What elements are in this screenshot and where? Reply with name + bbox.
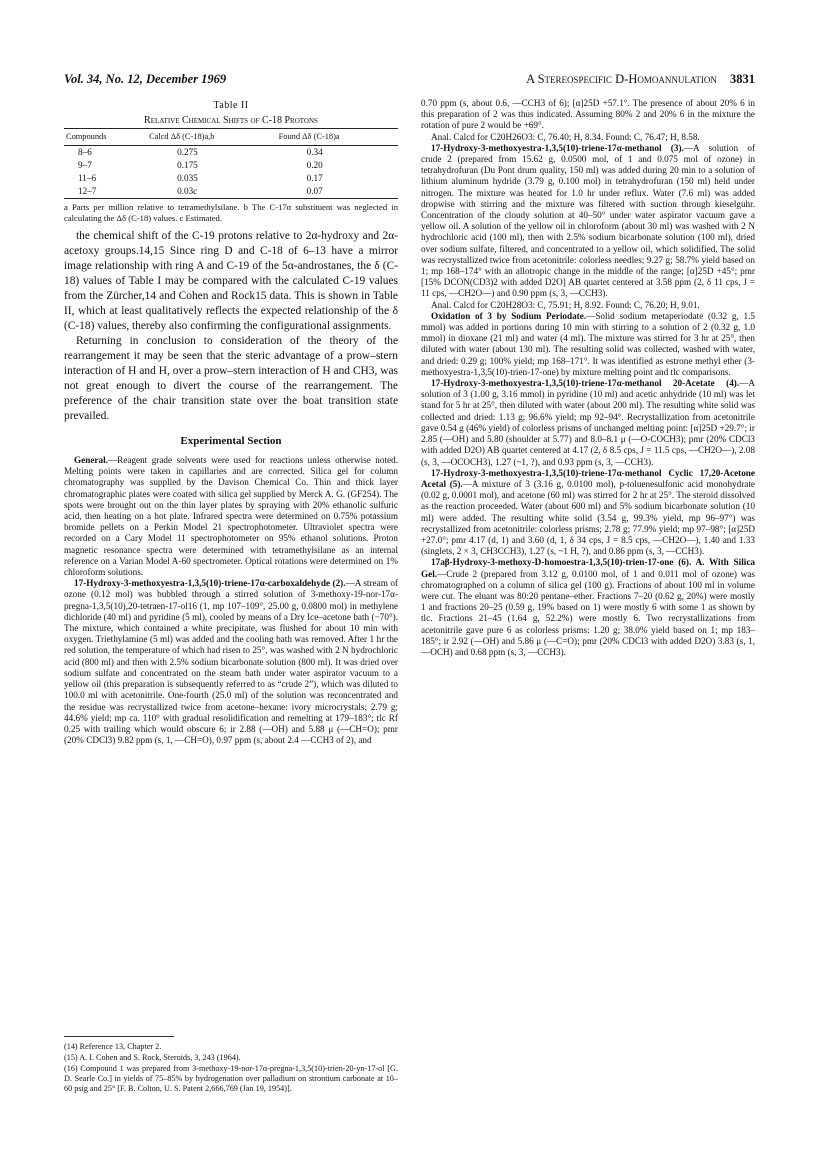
table-footnotes: a Parts per million relative to tetramethylsilane. b The C-17α substituent was neglected in calculating the Δδ (C-18) values. c Estimated. [64,202,398,223]
table-cell: 11–6 [78,173,97,184]
column-header: Calcd Δδ (C-18)a,b [147,129,277,145]
chemical-shift-table [64,128,398,199]
paragraph-heading: Oxidation of 3 by Sodium Periodate. [431,310,587,321]
paragraph-heading: 17-Hydroxy-3-methoxyestra-1,3,5(10)-triene-17α-methanol 20-Acetate (4). [431,378,740,389]
footnote: (15) A. I. Cohen and S. Rock, Steroids, 3, 243 (1964). [64,1053,241,1062]
paragraph-text: —A mixture of 3 (3.16 g, 0.0100 mol), p-toluenesulfonic acid monohydrate (0.02 g, 0.0001 mol), and acetone (60 ml) was stirred for 2 hr at 25°. The steroid dissolved as the reaction proceeded. Water (about 600 ml) and 5% sodium bicarbonate solution (10 ml) were added. The resulting white solid (3.54 g, 99.3% yield, mp 96–97°) was recrystallized from acetonitrile: colorless prisms; 2.78 g; 77.9% yield; mp 97–98°; [α]25D +27.0°; pmr 4.17 (d, 1) and 3.60 (d, 1, δ 34 cps, J = 8.5 cps, —CH2O—), 1.40 and 1.33 (singlets, 2 × 3, CH3CCH3), 1.27 (s, ~1 H, ?), and 0.86 ppm (s, 3, —CCH3). [421,478,755,557]
paragraph [421,378,755,468]
paragraph-heading: 17-Hydroxy-3-methoxyestra-1,3,5(10)-triene-17α-methanol (3). [431,142,684,153]
table-cell: 0.07 [277,185,398,199]
paragraph-text: —A solution of crude 2 (prepared from 15.62 g, 0.0500 mol, of 1 and 0.075 mol of ozone) in tetrahydrofuran (Du Pont drum quality, 150 ml) was added during 20 min to a solution of lithium aluminum hydride (3.79 g, 0.100 mol) in tetrahydrofuran (150 ml) held under nitrogen. The mixture was heated for 1.0 hr under reflux. Water (7.6 ml) was added dropwise with stirring and the mixture was filtered with suction through kieselguhr. Concentration of the cloudy solution at 40–50° under water aspirator vacuum gave a yellow oil. A solution of the yellow oil in chloroform (about 30 ml) was washed with 2 N hydrochloric acid (100 ml), then with 2.5% sodium bicarbonate solution (100 ml), dried over sodium sulfate, filtered, and concentrated to a yellow oil, which solidified. The solid was recrystallized twice from acetonitrile: colorless needles; 9.27 g; 58.7% yield based on 1; mp 168–174° with an allotropic change in the middle of the range; [α]25D +45°; pmr [15% DCON(CD3)2 with added D2O] AB quartet centered at 3.58 ppm (2, δ 11 cps, J = 11 cps, —CH2O—) and 0.90 ppm (s, 3, —CCH3). [421,142,755,299]
running-title [526,72,755,87]
paragraph: Anal. Calcd for C20H26O3: C, 76.40; H, 8.34. Found: C, 76.47; H, 8.58. [431,131,700,142]
paragraph [421,557,755,658]
table-cell: 0.035 [177,173,198,184]
page-number: 3831 [730,72,755,86]
table-cell: 0.275 [177,146,198,157]
table-cell: 8–6 [78,146,92,157]
paragraph [421,143,755,300]
table-caption: Relative Chemical Shifts of C-18 Protons [144,115,318,127]
paragraph-heading: 17-Hydroxy-3-methoxyestra-1,3,5(10)-triene-17α-methanol Cyclic 17,20-Acetone Acetal (5). [421,467,755,489]
paragraph: the chemical shift of the C-19 protons relative to 2α-hydroxy and 2α-acetoxy groups.14,15 Since ring D and C-18 of 6–13 have a mirror image relationship with ring A and C-19 of the 5α-androstanes, the δ (C-18) values of Table I may be compared with the calculated C-19 values from the Zürcher,14 and Cohen and Rock15 data. This is shown in Table II, which at least qualitatively reflects the expected relationship of the δ (C-18) values, thereby also confirming the configurational assignments. [64,229,398,332]
paragraph-text: —Crude 2 (prepared from 3.12 g, 0.0100 mol, of 1 and 0.011 mol of ozone) was chromatographed on a column of silica gel (100 g). Fractions of about 100 ml in volume were cut. The eluant was 80:20 pentane–ether. Fractions 7–20 (0.62 g, 20%) were mostly 1 and fractions 20–25 (0.59 g, 19% based on 1) were mostly 6 with some 1 as shown by tlc. Fractions 21–45 (1.64 g, 52.2%) were mostly 6. Two recrystallizations from acetonitrile gave pure 6 as colorless prisms: 1.20 g; 38.0% yield based on 1; mp 183–185°; ir 2.92 (—OH) and 5.86 μ (—C=O); pmr (20% CDCl3 with added D2O) 3.83 (s, 1, —OCH) and 0.68 ppm (s, 3, —CCH3). [421,568,755,657]
paragraph-heading: General. [74,455,108,466]
paragraph: 0.70 ppm (s, about 0.6, —CCH3 of 6); [α]25D +57.1°. The presence of about 20% 6 in this preparation of 2 was thus indicated. Assuming 80% 2 and 20% 6 in the mixture the rotation of pure 2 would be +69°. [421,98,755,131]
table-cell: 0.17 [306,173,323,184]
table-row [64,159,398,172]
table-row [64,185,398,199]
section-heading: Experimental Section [180,434,282,447]
table-row [64,145,398,159]
left-column [64,98,398,746]
column-header: Compounds [64,129,147,145]
paragraph-heading: 17-Hydroxy-3-methoxyestra-1,3,5(10)-triene-17α-carboxaldehyde (2). [74,578,346,589]
paragraph: Anal. Calcd for C20H28O3: C, 75.91; H, 8.92. Found: C, 76.20; H, 9.01. [431,299,700,310]
table-cell: 0.175 [177,159,198,170]
paragraph-text: —A stream of ozone (0.12 mol) was bubbled through a stirred solution of 3-methoxy-19-nor-17α-pregna-1,3,5(10),20-tetraen-17-ol16 (1, mp 107–109°, 25.00 g, 0.0800 mol) in methylene dichloride (40 ml) and pyridine (5 ml), cooled by means of a Dry Ice–acetone bath (−70°). The mixture, which contained a white precipitate, was flushed for about 10 min with oxygen. Triethylamine (5 ml) was added and the cooling bath was removed. After 1 hr the red solution, the temperature of which had risen to 25°, was washed with 2 N hydrochloric acid (800 ml) and then with 2.5% sodium bicarbonate solution (800 ml). It was dried over sodium sulfate and concentrated on the steam bath under water aspirator vacuum to a yellow oil (this preparation is subsequently referred to as “crude 2”), which was diluted to 100.0 ml with acetonitrile. One-fourth (25.0 ml) of the solution was reconcentrated and the residue was recrystallized twice from acetone–hexane: ivory microcrystals; 2.79 g; 44.6% yield; mp ca. 110° with gradual resolidification and remelting at 179–183°; tlc Rf 0.25 with trailing which would obscure 6; ir 2.88 (—OH) and 5.88 μ (—CH=O); pmr (20% CDCl3) 9.82 ppm (s, 1, —CH=O), 0.97 ppm (s, about 2.4 —CCH3 of 2), and [64,578,398,746]
table-cell: 9–7 [78,159,92,170]
paragraph [421,468,755,558]
journal-volume: Vol. 34, No. 12, December 1969 [64,72,227,86]
right-column [421,98,755,658]
footnote: (14) Reference 13, Chapter 2. [64,1042,162,1051]
column-header: Found Δδ (C-18)a [277,129,398,145]
footnotes [64,1042,398,1095]
paragraph-text: —Solid sodium metaperiodate (0.32 g, 1.5 mmol) was added in portions during 10 min with stirring to a solution of 2 (0.32 g, 1.0 mmol) in dioxane (21 ml) and water (4 ml). The mixture was stirred for 3 hr at 25°, then diluted with water (about 130 ml). The resulting solid was collected, washed with water, and dried: 0.29 g; 100% yield; mp 168–171°. It was identified as estrone methyl ether (3-methoxyestra-1,3,5(10)-trien-17-one) by mixture melting point and tlc comparisons. [421,310,755,377]
paragraph-heading: 17aβ-Hydroxy-3-methoxy-D-homoestra-1,3,5(10)-trien-17-one (6). A. With Silica Gel. [421,557,755,579]
paragraph: Returning in conclusion to consideration of the theory of the rearrangement it may be seen that the steric advantage of a prow–stern interaction of H and H, over a prow–stern interaction of H and CH3, was not great enough to divert the course of the rearrangement. The preference of the chair transition state over the boat transition state prevailed. [64,334,398,422]
paragraph [64,455,398,578]
footnote-rule [64,1036,174,1037]
running-header [64,72,755,90]
table-header-row [64,129,398,145]
paragraph-text: —Reagent grade solvents were used for reactions unless otherwise noted. Melting points were taken in capillaries and are corrected. Silica gel for column chromatography was supplied by the Davison Chemical Co. Thin and thick layer chromatographic plates were coated with silica gel supplied by Merck A. G. (GF254). The spots were brought out on the thin layer plates by spraying with 20% ethanolic sulfuric acid, then heating on a hot plate. Infrared spectra were determined on 0.75% potassium bromide pellets on a Perkin Model 21 spectrophotometer. Ultraviolet spectra were recorded on a Cary Model 11 spectrophotometer on 95% ethanol solutions. Proton magnetic resonance spectra were determined with tetramethylsilane as an internal reference on a Varian Model A-60 spectrometer. Optical rotations were determined on 1% chloroform solutions. [64,455,398,578]
table-cell: 0.20 [306,159,323,170]
table-row [64,172,398,185]
table-cell: 0.34 [306,146,323,157]
table-title: Table II [213,100,249,111]
article-short-title: A Stereospecific D-Homoannulation [526,72,717,86]
footnote: (16) Compound 1 was prepared from 3-methoxy-19-nor-17α-pregna-1,3,5(10)-trien-20-yn-17-ol [G. D. Searle Co.] in yields of 75–85% by hydrogenation over palladium on strontium carbonate at 10–60 psig and 25° [F. B. Colton, U. S. Patent 2,666,769 (Jan 19, 1954)]. [64,1064,398,1093]
paragraph-text: —A solution of 3 (1.00 g, 3.16 mmol) in pyridine (10 ml) and acetic anhydride (10 ml) was let stand for 5 hr at 25°, then diluted with water (about 200 ml). The resulting white solid was collected and dried: 1.13 g; 96.6% yield; mp 92–94°. Recrystallization from acetonitrile gave 0.54 g (46% yield) of colorless prisms of unchanged melting point: [α]25D +29.7°; ir 2.85 (—OH) and 5.80 (shoulder at 5.77) and 8.0–8.1 μ (—O-COCH3); pmr (20% CDCl3 with added D2O) AB quartet centered at 4.17 (2, δ 8.5 cps, J = 11.5 cps, —CH2O—), 2.08 (s, 3, —OCOCH3), 1.27 (~1, ?), and 0.93 ppm (s, 3, —CCH3). [421,378,755,467]
table-cell: 12–7 [64,185,147,199]
body-text-large [64,229,398,424]
table-cell: 0.03c [147,185,277,199]
paragraph [421,311,755,378]
paragraph [64,578,398,746]
